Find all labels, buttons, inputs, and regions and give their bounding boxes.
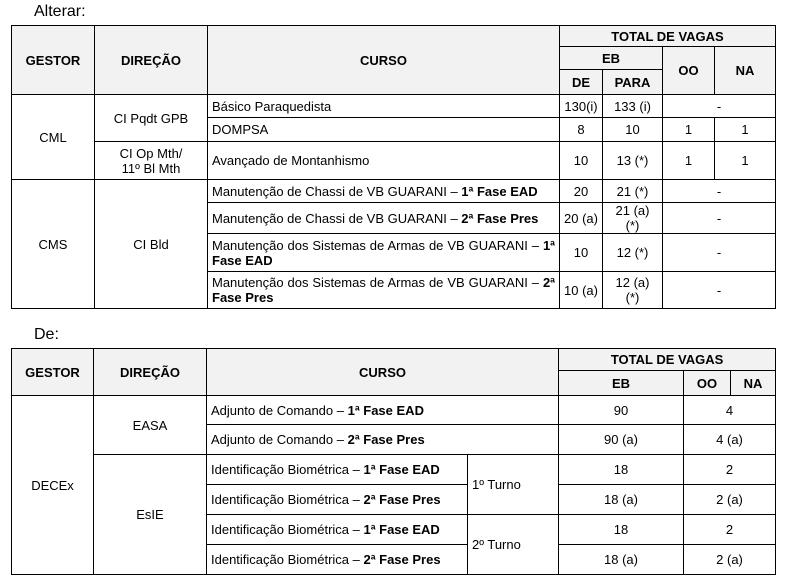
header-na: NA	[731, 371, 776, 396]
curso-cell: Manutenção de Chassi de VB GUARANI – 1ª Fase EAD	[208, 180, 560, 203]
na-value: 1	[715, 142, 776, 180]
alterar-heading: Alterar:	[34, 3, 86, 20]
eb-value: 18 (a)	[559, 485, 684, 515]
alterar-table	[11, 25, 776, 309]
header-eb: EB	[559, 371, 684, 396]
oo-na-value: 4 (a)	[684, 425, 776, 455]
para-value: 21 (a) (*)	[603, 203, 663, 234]
para-value: 10	[603, 118, 663, 142]
curso-cell: Básico Paraquedista	[208, 95, 560, 118]
gestor-cms: CMS	[12, 180, 95, 309]
oo-na-value: 2 (a)	[684, 485, 776, 515]
oo-na-value: -	[663, 95, 776, 118]
de-table	[11, 348, 776, 575]
para-value: 12 (*)	[603, 234, 663, 272]
direcao-ci-bld: CI Bld	[95, 180, 208, 309]
turno-2: 2º Turno	[468, 515, 559, 575]
eb-value: 18 (a)	[559, 545, 684, 575]
header-direcao: DIREÇÃO	[94, 349, 207, 396]
header-curso: CURSO	[208, 26, 560, 95]
para-value: 133 (i)	[603, 95, 663, 118]
curso-cell: Manutenção dos Sistemas de Armas de VB GUARANI – 1ª Fase EAD	[208, 234, 560, 272]
gestor-cml: CML	[12, 95, 95, 180]
eb-value: 18	[559, 515, 684, 545]
de-value: 10 (a)	[560, 272, 603, 309]
oo-na-value: 2	[684, 515, 776, 545]
de-value: 10	[560, 142, 603, 180]
curso-cell: Identificação Biométrica – 1ª Fase EAD	[207, 455, 468, 485]
eb-value: 90 (a)	[559, 425, 684, 455]
direcao-esie: EsIE	[94, 455, 207, 575]
header-total-vagas: TOTAL DE VAGAS	[559, 349, 776, 371]
na-value: 1	[715, 118, 776, 142]
direcao-ci-pqdt: CI Pqdt GPB	[95, 95, 208, 142]
table-row	[12, 180, 776, 203]
header-gestor: GESTOR	[12, 349, 94, 396]
header-eb: EB	[560, 47, 663, 70]
para-value: 12 (a) (*)	[603, 272, 663, 309]
header-direcao: DIREÇÃO	[95, 26, 208, 95]
table-row	[12, 455, 776, 485]
de-value: 20 (a)	[560, 203, 603, 234]
curso-cell: Avançado de Montanhismo	[208, 142, 560, 180]
header-gestor: GESTOR	[12, 26, 95, 95]
oo-na-value: 2	[684, 455, 776, 485]
table-row	[12, 95, 776, 118]
header-de: DE	[560, 70, 603, 95]
header-curso: CURSO	[207, 349, 559, 396]
eb-value: 90	[559, 396, 684, 425]
header-oo: OO	[684, 371, 731, 396]
curso-cell: Identificação Biométrica – 1ª Fase EAD	[207, 515, 468, 545]
curso-cell: Manutenção dos Sistemas de Armas de VB GUARANI – 2ª Fase Pres	[208, 272, 560, 309]
oo-na-value: -	[663, 180, 776, 203]
oo-value: 1	[663, 118, 715, 142]
oo-value: 1	[663, 142, 715, 180]
header-oo: OO	[663, 47, 715, 95]
de-value: 8	[560, 118, 603, 142]
de-value: 20	[560, 180, 603, 203]
table-row	[12, 142, 776, 180]
turno-1: 1º Turno	[468, 455, 559, 515]
oo-na-value: -	[663, 272, 776, 309]
oo-na-value: -	[663, 203, 776, 234]
direcao-easa: EASA	[94, 396, 207, 455]
curso-cell: Identificação Biométrica – 2ª Fase Pres	[207, 545, 468, 575]
header-na: NA	[715, 47, 776, 95]
curso-cell: Manutenção de Chassi de VB GUARANI – 2ª Fase Pres	[208, 203, 560, 234]
oo-na-value: 4	[684, 396, 776, 425]
de-value: 10	[560, 234, 603, 272]
eb-value: 18	[559, 455, 684, 485]
de-value: 130(i)	[560, 95, 603, 118]
curso-cell: Adjunto de Comando – 2ª Fase Pres	[207, 425, 559, 455]
de-heading: De:	[34, 326, 59, 343]
para-value: 21 (*)	[603, 180, 663, 203]
direcao-ci-op-mth: CI Op Mth/ 11º Bl Mth	[95, 142, 208, 180]
table-row	[12, 396, 776, 425]
header-total-vagas: TOTAL DE VAGAS	[560, 26, 776, 47]
oo-na-value: -	[663, 234, 776, 272]
header-para: PARA	[603, 70, 663, 95]
gestor-decex: DECEx	[12, 396, 94, 575]
curso-cell: Adjunto de Comando – 1ª Fase EAD	[207, 396, 559, 425]
oo-na-value: 2 (a)	[684, 545, 776, 575]
curso-cell: DOMPSA	[208, 118, 560, 142]
curso-cell: Identificação Biométrica – 2ª Fase Pres	[207, 485, 468, 515]
para-value: 13 (*)	[603, 142, 663, 180]
